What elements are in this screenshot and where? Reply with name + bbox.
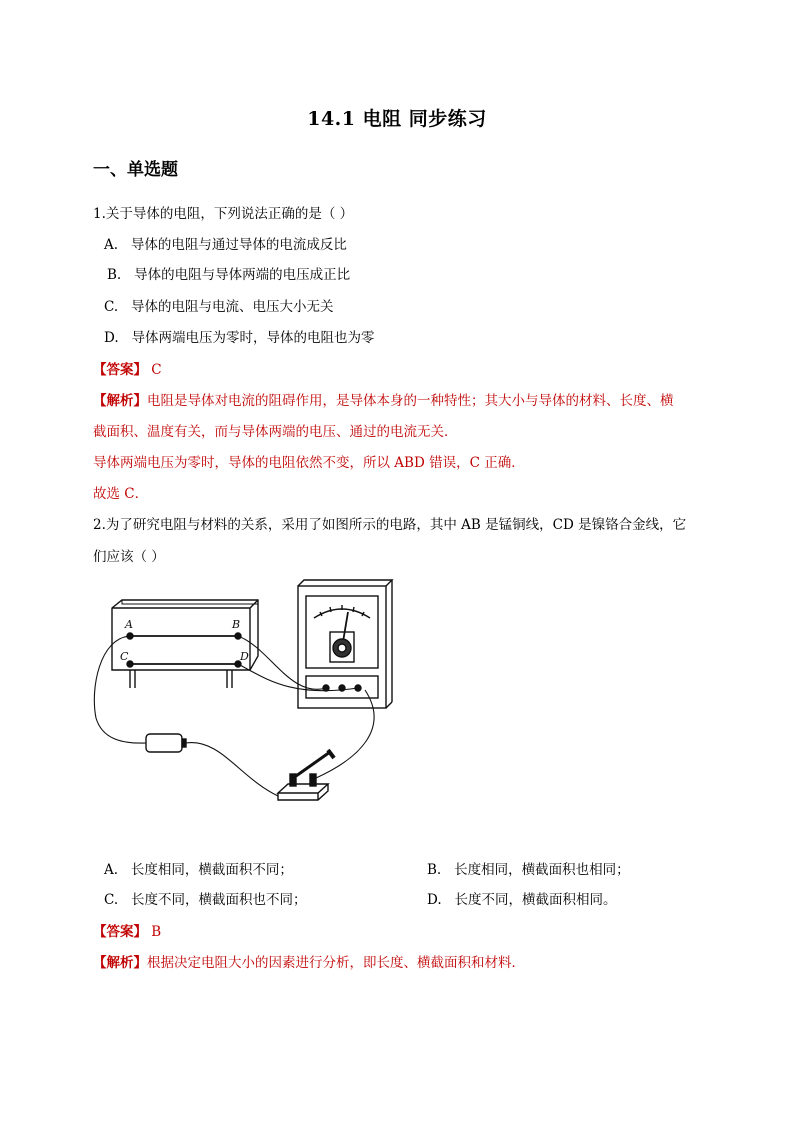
option-letter: C.: [104, 299, 119, 315]
analysis-label: 【解析】: [93, 955, 147, 971]
resistance-board: [112, 600, 258, 688]
option-letter: B.: [427, 862, 442, 878]
option-text: 长度相同，横截面积也相同；: [454, 862, 630, 878]
option-letter: D.: [427, 892, 442, 908]
q1-analysis-line-3: 导体两端电压为零时，导体的电阻依然不变，所以 ABD 错误，C 正确．: [93, 455, 525, 471]
option-letter: D.: [104, 330, 119, 346]
answer-label: 【答案】: [93, 362, 147, 378]
q1-analysis-line-2: 截面积、温度有关，而与导体两端的电压、通过的电流无关．: [93, 424, 458, 440]
analysis-text: 根据决定电阻大小的因素进行分析，即长度、横截面积和材料．: [147, 955, 525, 971]
option-text: 长度不同，横截面积也不同；: [131, 892, 307, 908]
circuit-diagram: [90, 578, 420, 813]
q1-analysis-line-1: [93, 389, 674, 409]
q2-option-a: [104, 858, 293, 878]
q1-analysis-line-4: 故选 C．: [93, 486, 149, 502]
knife-switch: [278, 750, 334, 800]
option-text: 导体两端电压为零时，导体的电阻也为零: [131, 330, 375, 346]
q1-option-a: [104, 233, 347, 253]
q2-option-d: [427, 888, 617, 908]
option-letter: C.: [104, 892, 119, 908]
option-text: 长度相同，横截面积不同；: [130, 862, 293, 878]
q2-analysis-line-1: [93, 951, 525, 971]
option-text: 导体的电阻与通过导体的电流成反比: [130, 237, 347, 253]
section-heading: 一、单选题: [93, 160, 178, 180]
label-b: B: [232, 618, 241, 631]
label-c: C: [120, 650, 129, 663]
label-a: A: [125, 618, 133, 631]
page-title: 14.1 电阻 同步练习: [307, 108, 487, 130]
option-text: 导体的电阻与电流、电压大小无关: [131, 299, 334, 315]
option-text: 导体的电阻与导体两端的电压成正比: [134, 267, 351, 283]
option-letter: A.: [104, 862, 119, 878]
answer-value: B: [151, 924, 162, 940]
label-d: D: [240, 650, 249, 663]
analysis-text: 电阻是导体对电流的阻碍作用，是导体本身的一种特性；其大小与导体的材料、长度、横: [147, 393, 674, 409]
q1-option-c: [104, 295, 334, 315]
battery: [146, 734, 186, 752]
option-letter: A.: [104, 237, 119, 253]
answer-label: 【答案】: [93, 924, 147, 940]
q1-option-b: [107, 263, 350, 283]
q1-stem: 1.关于导体的电阻，下列说法正确的是（ ）: [93, 206, 354, 222]
analysis-label: 【解析】: [93, 393, 147, 409]
circuit-figure: [90, 578, 420, 813]
q1-answer: [93, 358, 162, 378]
q2-answer: [93, 920, 161, 940]
q2-stem-line-1: 2.为了研究电阻与材料的关系，采用了如图所示的电路，其中 AB 是锰铜线，CD 是镍铬合金线，它: [93, 517, 687, 533]
q2-stem-line-2: 们应该（ ）: [93, 549, 165, 565]
q2-option-b: [427, 858, 630, 878]
answer-value: C: [151, 362, 162, 378]
option-text: 长度不同，横截面积相同。: [454, 892, 617, 908]
q2-option-c: [104, 888, 307, 908]
option-letter: B.: [107, 267, 122, 283]
q1-option-d: [104, 326, 375, 346]
